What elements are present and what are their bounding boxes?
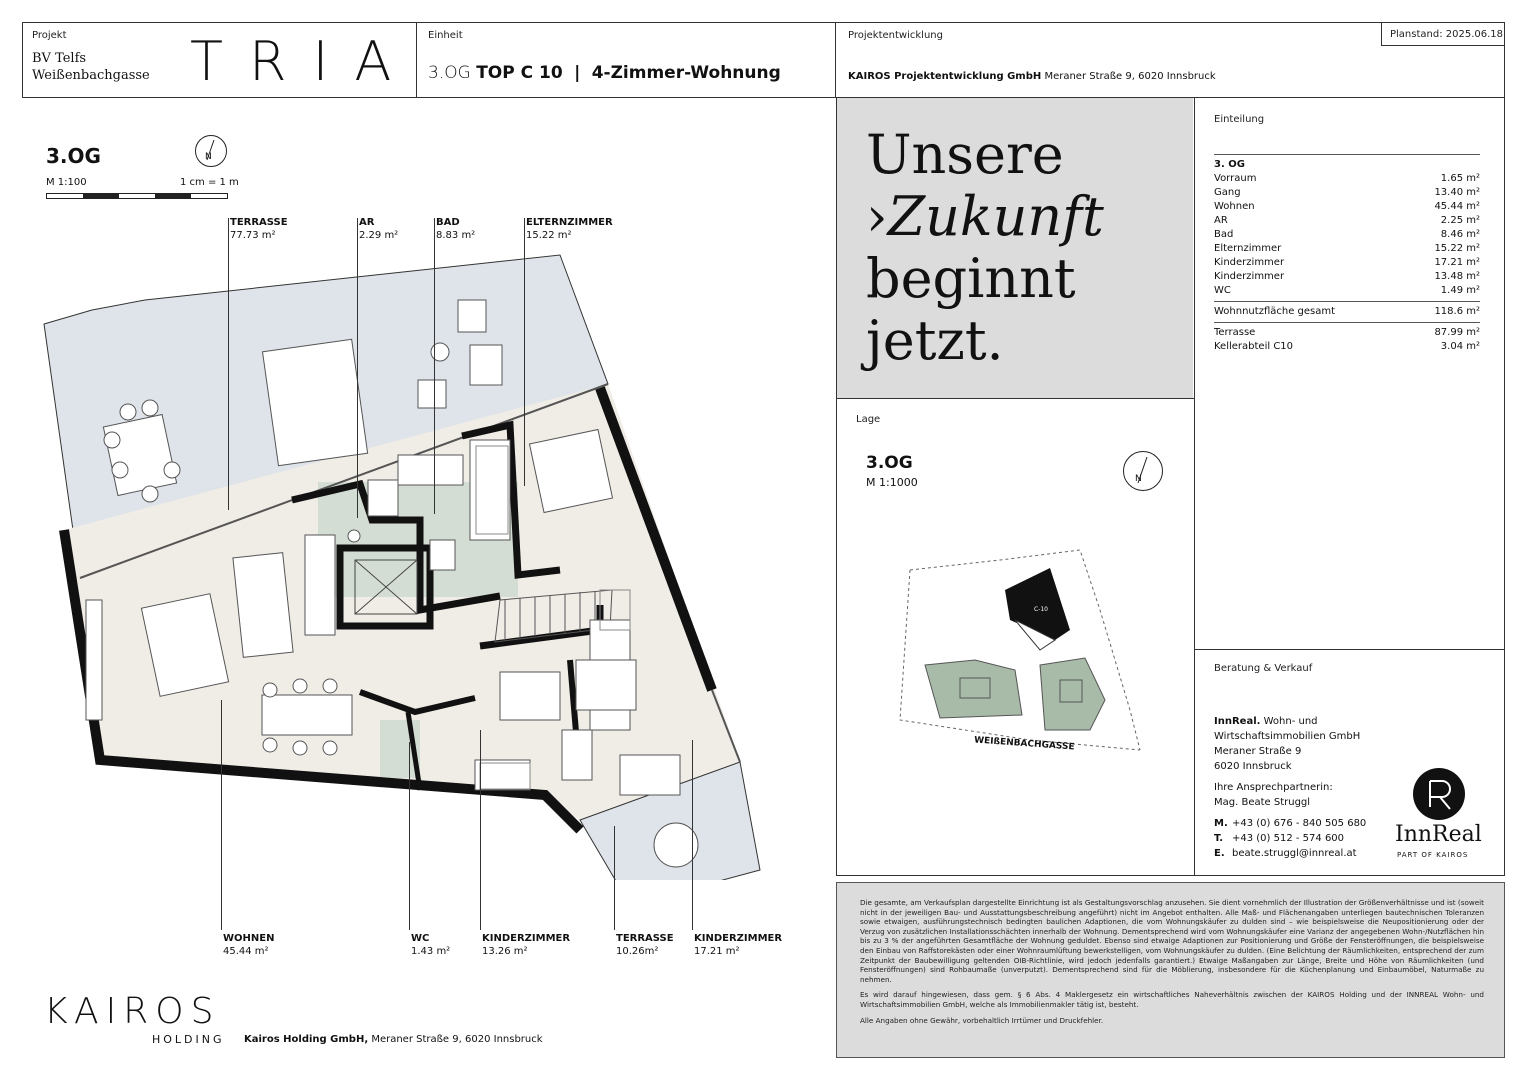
entwicklung-line — [848, 71, 1216, 82]
innreal-logo-sub: PART OF KAIROS — [1397, 851, 1469, 859]
room-name: BAD — [436, 217, 460, 228]
einteilung-total-row — [1214, 305, 1480, 319]
verkauf-contact — [1214, 714, 1414, 861]
projekt-label: Projekt — [32, 30, 67, 41]
verkauf-phone-t — [1214, 831, 1414, 846]
room-area: 15.22 m² — [526, 230, 572, 241]
row-name: Wohnen — [1214, 201, 1255, 212]
email-label: E. — [1214, 848, 1225, 859]
projekt-line1: BV Telfs — [32, 51, 87, 66]
total-area: 118.6 m² — [1434, 306, 1480, 317]
row-name: Bad — [1214, 229, 1234, 240]
phone-t-label: T. — [1214, 833, 1224, 844]
plan-floor-title: 3.OG — [46, 144, 101, 168]
extra-area: 3.04 m² — [1440, 341, 1480, 352]
einteilung-floor: 3. OG — [1214, 159, 1245, 170]
verkauf-label: Beratung & Verkauf — [1214, 663, 1313, 674]
einheit-type: 4-Zimmer-Wohnung — [591, 63, 781, 83]
phone-m-label: M. — [1214, 818, 1228, 829]
plan-scale: M 1:100 — [46, 177, 87, 188]
leader-line — [357, 218, 358, 518]
room-name: WOHNEN — [223, 933, 275, 944]
slogan-line3: beginnt — [866, 247, 1076, 310]
slogan-arrow-icon: › — [866, 185, 888, 248]
room-area: 10.26m² — [616, 946, 659, 957]
lage-compass-letter: N — [1135, 474, 1142, 484]
einteilung-table — [1214, 154, 1480, 354]
room-name: TERRASSE — [230, 217, 288, 228]
room-label-bad — [436, 216, 475, 242]
room-label-elternzimmer — [526, 216, 613, 242]
entwicklung-address: Meraner Straße 9, 6020 Innsbruck — [1044, 71, 1216, 82]
einheit-separator: | — [574, 63, 581, 83]
floor-plan-drawing — [0, 0, 830, 880]
entwicklung-label: Projektentwicklung — [848, 30, 943, 41]
slogan-line2: Zukunft — [887, 185, 1104, 248]
room-name: AR — [359, 217, 375, 228]
slogan-line1: Unsere — [866, 123, 1064, 186]
verkauf-phone-m — [1214, 816, 1414, 831]
projekt-line2: Weißenbachgasse — [32, 68, 150, 83]
row-area: 13.48 m² — [1434, 271, 1480, 282]
disclaimer-p2: Es wird darauf hingewiesen, dass gem. § 6 Abs. 4 Maklergesetz ein wirtschaftliches Naheverhältnis zwischen der KAIROS Holding und der INNREAL Wohn- und Wirtschaftsimmobilien GmbH, welche als Immobilienmakler tätig ist, besteht. — [860, 990, 1484, 1009]
phone-m-value[interactable]: +43 (0) 676 - 840 505 680 — [1232, 818, 1367, 829]
lage-scale: M 1:1000 — [866, 476, 918, 489]
leader-line — [221, 700, 222, 930]
einteilung-row — [1214, 270, 1480, 284]
room-label-ar — [359, 216, 398, 242]
leader-line — [692, 740, 693, 930]
row-name: Gang — [1214, 187, 1241, 198]
verkauf-company-line — [1214, 714, 1414, 729]
room-area: 2.29 m² — [359, 230, 399, 241]
lage-unit-tag: C-10 — [1034, 606, 1048, 613]
leader-line — [524, 218, 525, 486]
einteilung-row — [1214, 200, 1480, 214]
row-name: WC — [1214, 285, 1231, 296]
slogan-line2-wrap — [866, 186, 1104, 248]
verkauf-company-rest: Wohn- und — [1263, 716, 1318, 727]
verkauf-contact-name: Mag. Beate Struggl — [1214, 797, 1311, 808]
entwicklung-company: KAIROS Projektentwicklung GmbH — [848, 71, 1042, 82]
room-label-terrasse-small — [616, 932, 674, 958]
disclaimer-p3: Alle Angaben ohne Gewähr, vorbehaltlich Irrtümer und Druckfehler. — [860, 1015, 1104, 1025]
plan-scale-note: 1 cm = 1 m — [180, 177, 239, 188]
email-value[interactable]: beate.struggl@innreal.at — [1232, 848, 1357, 859]
einteilung-row — [1214, 214, 1480, 228]
leader-line — [614, 826, 615, 930]
phone-t-value[interactable]: +43 (0) 512 - 574 600 — [1232, 833, 1345, 844]
row-area: 2.25 m² — [1440, 215, 1480, 226]
room-label-wohnen — [223, 932, 274, 958]
leader-line — [434, 218, 435, 514]
innreal-logo-text: InnReal — [1395, 822, 1482, 847]
room-label-kinderzimmer-2 — [694, 932, 782, 958]
room-area: 77.73 m² — [230, 230, 276, 241]
einheit-label: Einheit — [428, 30, 463, 41]
kairos-logo-sub: HOLDING — [152, 1033, 225, 1046]
leader-line — [480, 730, 481, 930]
row-area: 17.21 m² — [1434, 257, 1480, 268]
footer-company — [244, 1034, 543, 1045]
verkauf-company-bold: InnReal. — [1214, 716, 1261, 727]
footer-company-rest: Meraner Straße 9, 6020 Innsbruck — [371, 1034, 543, 1045]
lage-compass-icon — [1122, 450, 1164, 492]
lage-floor: 3.OG — [866, 453, 913, 473]
room-label-terrasse-top — [230, 216, 288, 242]
room-name: KINDERZIMMER — [482, 933, 571, 944]
verkauf-contact-label: Ihre Ansprechpartnerin: — [1214, 782, 1333, 793]
verkauf-address1: Meraner Straße 9 — [1214, 746, 1302, 757]
row-area: 45.44 m² — [1434, 201, 1480, 212]
einteilung-row — [1214, 256, 1480, 270]
einteilung-row — [1214, 186, 1480, 200]
einteilung-label: Einteilung — [1214, 114, 1265, 125]
slogan-line4: jetzt. — [866, 309, 1004, 372]
total-name: Wohnnutzfläche gesamt — [1214, 306, 1336, 317]
lage-street: WEIßENBACHGASSE — [973, 735, 1075, 753]
site-map — [880, 540, 1180, 760]
leader-line — [228, 218, 229, 510]
lage-label: Lage — [856, 414, 881, 425]
room-name: KINDERZIMMER — [694, 933, 783, 944]
row-area: 1.49 m² — [1440, 285, 1480, 296]
room-name: TERRASSE — [616, 933, 674, 944]
room-label-kinderzimmer-1 — [482, 932, 570, 958]
kairos-logo: KAIROS — [44, 991, 221, 1032]
extra-name: Kellerabteil C10 — [1214, 341, 1294, 352]
verkauf-email — [1214, 846, 1414, 861]
einteilung-row — [1214, 228, 1480, 242]
extra-name: Terrasse — [1214, 327, 1256, 338]
row-name: AR — [1214, 215, 1228, 226]
einteilung-extra-row — [1214, 340, 1480, 354]
verkauf-company-line2: Wirtschaftsimmobilien GmbH — [1214, 731, 1361, 742]
row-area: 8.46 m² — [1440, 229, 1480, 240]
room-area: 8.83 m² — [436, 230, 476, 241]
einheit-floor: 3.OG — [428, 63, 471, 83]
leader-line — [409, 742, 410, 930]
row-name: Kinderzimmer — [1214, 271, 1285, 282]
verkauf-address2: 6020 Innsbruck — [1214, 761, 1292, 772]
room-label-wc — [411, 932, 450, 958]
disclaimer — [860, 898, 1484, 1025]
room-name: ELTERNZIMMER — [526, 217, 613, 228]
einteilung-row — [1214, 284, 1480, 298]
plan-compass-letter: N — [205, 152, 212, 162]
footer-company-bold: Kairos Holding GmbH, — [244, 1034, 369, 1045]
innreal-logo-icon — [1412, 767, 1466, 821]
einteilung-extra-row — [1214, 326, 1480, 340]
room-name: WC — [411, 933, 430, 944]
einteilung-row — [1214, 172, 1480, 186]
row-name: Kinderzimmer — [1214, 257, 1285, 268]
tria-logo: TRIA — [190, 30, 418, 93]
room-area: 1.43 m² — [411, 946, 451, 957]
planstand: Planstand: 2025.06.18 — [1390, 29, 1504, 40]
row-area: 1.65 m² — [1440, 173, 1480, 184]
disclaimer-p1: Die gesamte, am Verkaufsplan dargestellte Einrichtung ist als Gestaltungsvorschlag anzusehen. Sie dient vornehmlich der Illustration der Größenverhältnisse und ist (soweit nicht in der jeweiligen Bau- und Ausstattungsbeschreibung angeführt) nicht im Angebot enthalten. Alle Maß- und Flächenangaben unterliegen bautechnischen Toleranzen sowie etwaigen, ausführungstechnisch bedingten baulichen Adaptionen, die vom Wohnungskäufer zu dulden sind – wie beispielsweise die Neupositionierung oder der Verzug von zusätzlichen Installationsschächten innerhalb der Wohnung. Dementsprechend wird vom Wohnungskäufer eine Varianz der angegebenen Wohn-/Nutzflächen hin bis zu 3 % der angeführten Gesamtfläche der Wohnung geduldet. Ebenso sind etwaige Adaptionen zur Positionierung und Größe der Fensteröffnungen, die beispielsweise den Einbau von Raffstorekästen oder einer Wohnraumlüftung bewerkstelligen, vom Wohnungskäufer zu dulden. (Eine Belichtung der Räumlichkeiten, entsprechend der zum Zeitpunkt der Baubewilligung geltenden OIB-Richtlinie, wird jedoch jedenfalls garantiert.) Etwaige Maßangaben zur Länge, Breite und Höhe von Räumlichkeiten (und Fensteröffnungen) sind Rohbaumaße (unverputzt). Dementsprechend sind für die Möblierung, insbesondere für die Küchenplanung und Einbaumöbel, Naturmaße zu nehmen. — [860, 898, 1484, 984]
extra-area: 87.99 m² — [1434, 327, 1480, 338]
room-area: 45.44 m² — [223, 946, 269, 957]
einteilung-row — [1214, 242, 1480, 256]
room-area: 13.26 m² — [482, 946, 528, 957]
row-area: 13.40 m² — [1434, 187, 1480, 198]
row-name: Elternzimmer — [1214, 243, 1282, 254]
row-area: 15.22 m² — [1434, 243, 1480, 254]
row-name: Vorraum — [1214, 173, 1257, 184]
einheit-top: TOP C 10 — [476, 63, 563, 83]
room-area: 17.21 m² — [694, 946, 740, 957]
